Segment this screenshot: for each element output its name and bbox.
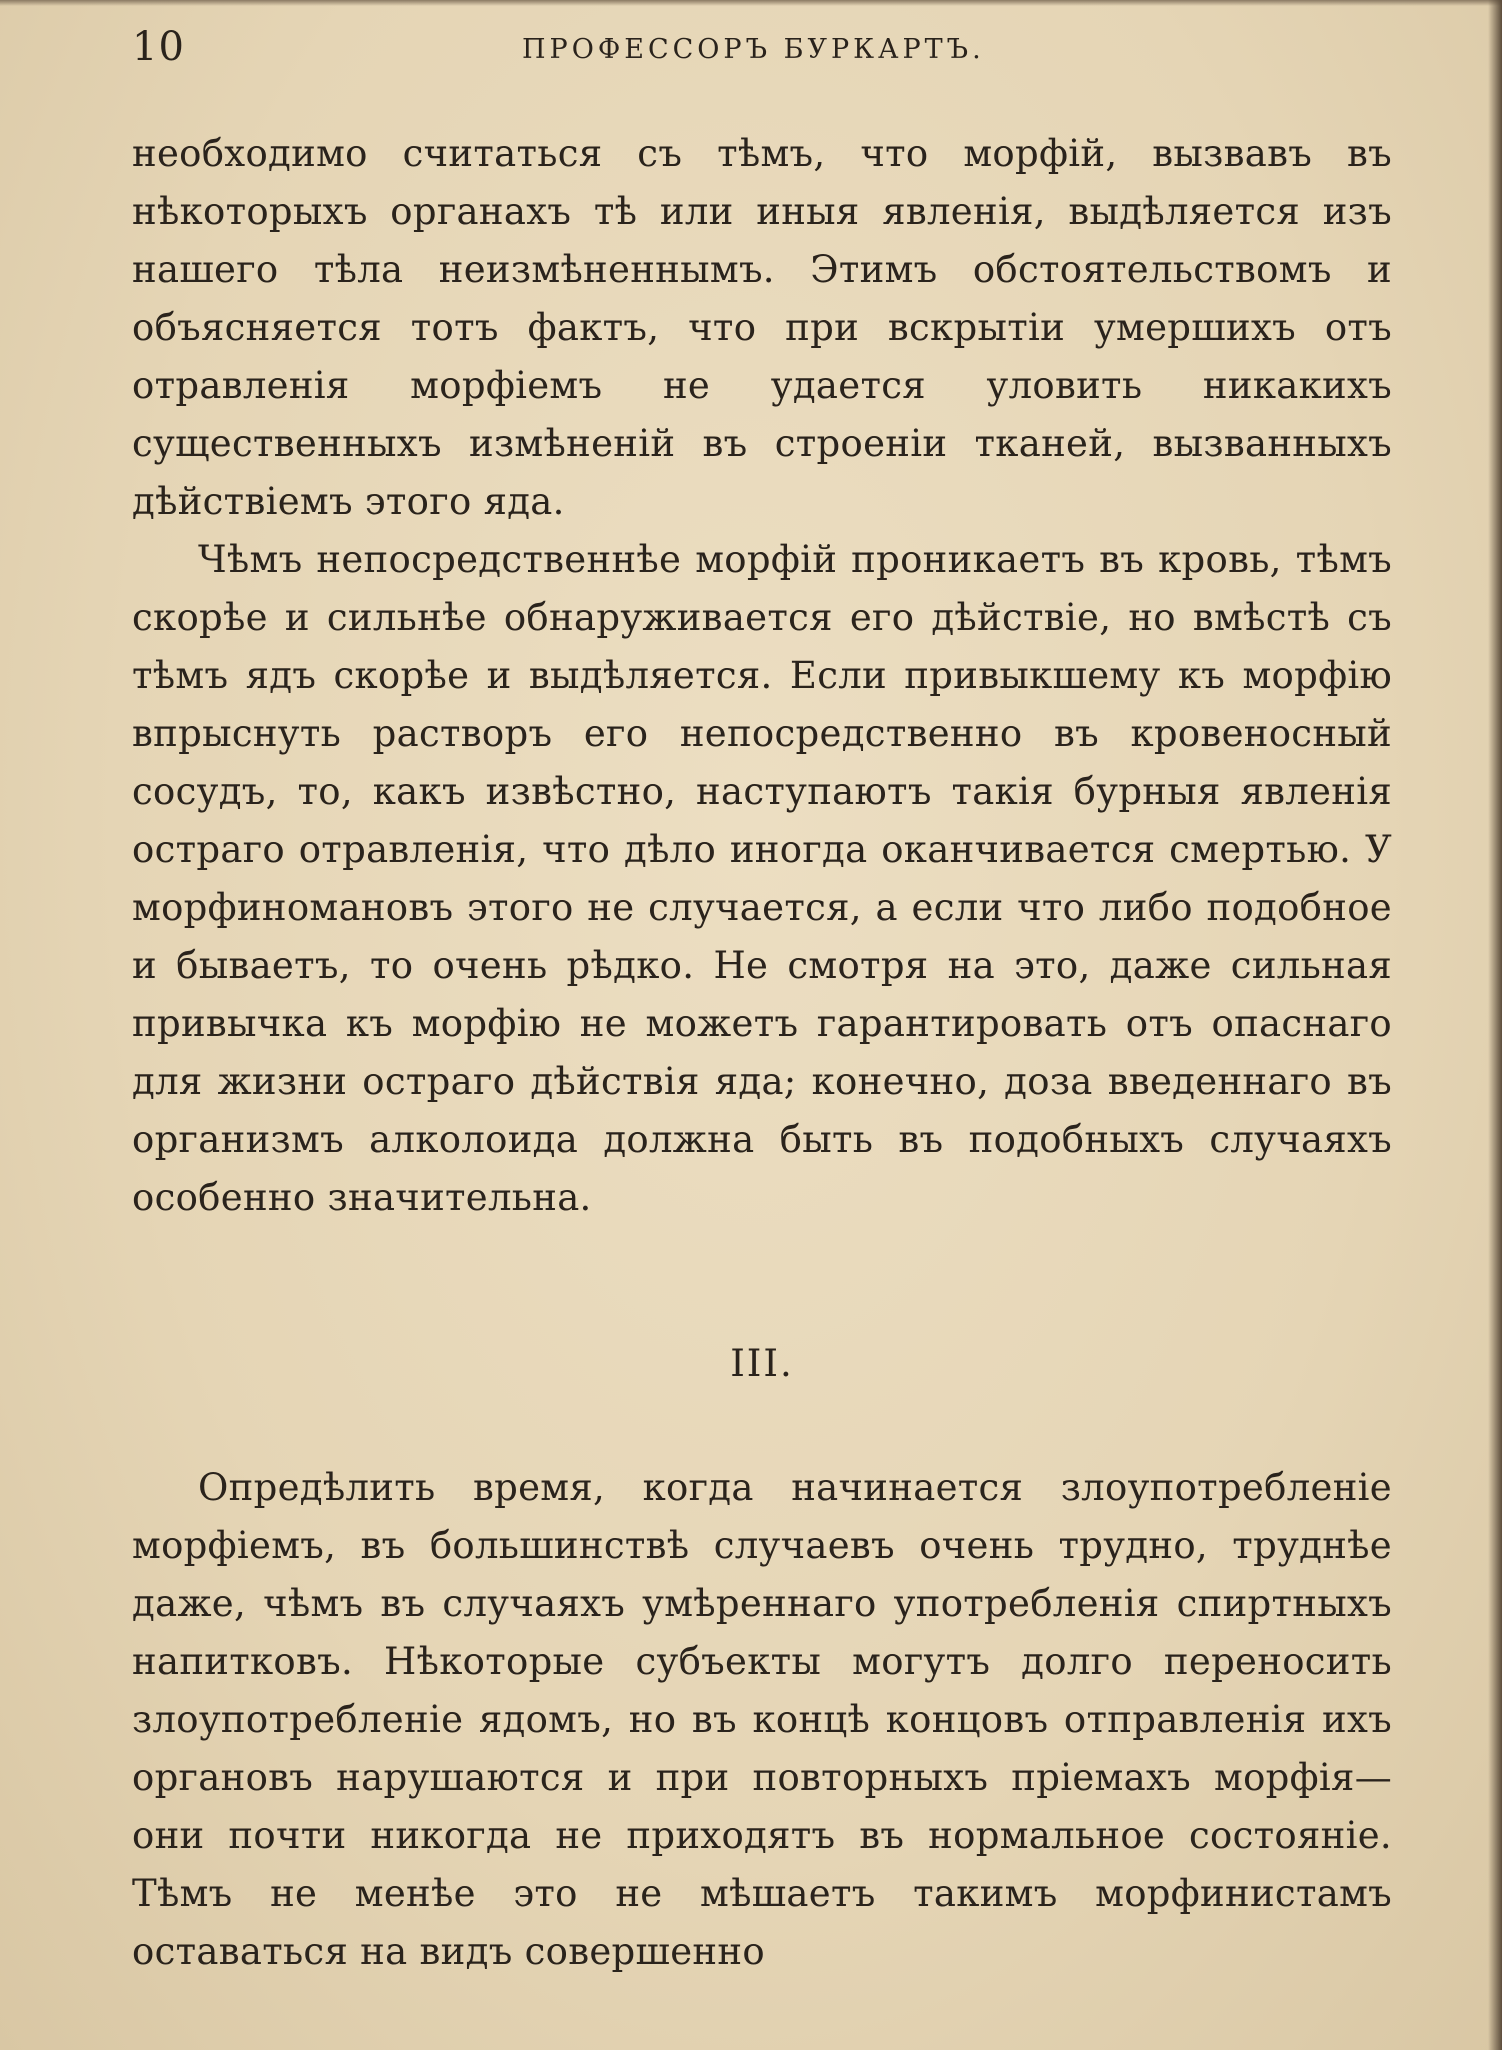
running-title: ПРОФЕССОРЪ БУРКАРТЪ. (522, 34, 985, 65)
page-top-edge-shadow (0, 0, 1502, 6)
paragraph-continued: необходимо считаться съ тѣмъ, что морфій, вызвавъ въ нѣкоторыхъ органахъ тѣ или иныя явленія, выдѣляется изъ нашего тѣла неизмѣненнымъ. Этимъ обстоятельствомъ и объясняется тотъ фактъ, что при вскрытіи умершихъ отъ отравленія морфіемъ не удается уловить никакихъ существенныхъ измѣненій въ строеніи тканей, вызванныхъ дѣйствіемъ этого яда. (132, 132, 1392, 523)
section-heading: III. (730, 1342, 794, 1385)
paragraph: Чѣмъ непосредственнѣе морфій проникаетъ въ кровь, тѣмъ скорѣе и сильнѣе обнаруживается его дѣйствіе, но вмѣстѣ съ тѣмъ ядъ скорѣе и выдѣляется. Если привыкшему къ морфію впрыснуть растворъ его непосредственно въ кровеносный сосудъ, то, какъ извѣстно, наступаютъ такія бурныя явленія остраго отравленія, что дѣло иногда оканчивается смертью. У морфиномановъ этого не случается, а если что либо подобное и бываетъ, то очень рѣдко. Не смотря на это, даже сильная привычка къ морфію не можетъ гарантировать отъ опаснаго для жизни остраго дѣйствія яда; конечно, доза введеннаго въ организмъ алколоида должна быть въ подобныхъ случаяхъ особенно значительна. (132, 538, 1392, 1219)
page-right-edge-shadow (1488, 0, 1502, 2050)
page-header (132, 20, 1382, 80)
paragraph: Опредѣлить время, когда начинается злоупотребленіе морфіемъ, въ большинствѣ случаевъ очень трудно, труднѣе даже, чѣмъ въ случаяхъ умѣреннаго употребленія спиртныхъ напитковъ. Нѣкоторые субъекты могутъ долго переносить злоупотребленіе ядомъ, но въ концѣ концовъ отправленія ихъ органовъ нарушаются и при повторныхъ пріемахъ морфія—они почти никогда не приходятъ въ нормальное состояніе. Тѣмъ не менѣе это не мѣшаетъ такимъ морфинистамъ оставаться на видъ совершенно (132, 1466, 1392, 1973)
page-body (132, 125, 1392, 1981)
page-number: 10 (132, 24, 185, 70)
